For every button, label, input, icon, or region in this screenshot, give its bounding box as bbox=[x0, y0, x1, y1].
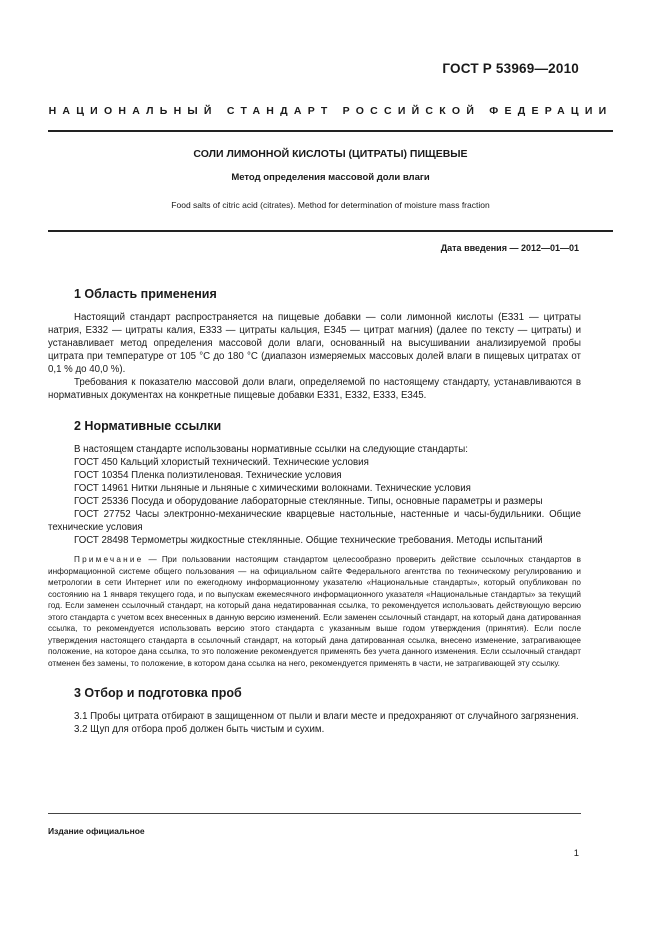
reference-item: ГОСТ 14961 Нитки льняные и льняные с химическими волокнами. Технические условия bbox=[74, 483, 471, 494]
document-title: СОЛИ ЛИМОННОЙ КИСЛОТЫ (ЦИТРАТЫ) ПИЩЕВЫЕ bbox=[193, 148, 468, 160]
reference-item: ГОСТ 25336 Посуда и оборудование лабораторные стеклянные. Типы, основные параметры и размеры bbox=[74, 496, 543, 507]
top-divider bbox=[48, 130, 613, 132]
english-title: Food salts of citric acid (citrates). Method for determination of moisture mass fraction bbox=[171, 200, 490, 210]
document-subtitle: Метод определения массовой доли влаги bbox=[231, 172, 430, 183]
section-3-heading: 3 Отбор и подготовка проб bbox=[74, 686, 242, 700]
section-2-intro: В настоящем стандарте использованы нормативные ссылки на следующие стандарты: bbox=[74, 444, 468, 455]
gost-number: ГОСТ Р 53969—2010 bbox=[442, 61, 579, 76]
reference-item: ГОСТ 28498 Термометры жидкостные стеклянные. Общие технические требования. Методы испытаний bbox=[74, 535, 543, 546]
edition-label: Издание официальное bbox=[48, 826, 145, 836]
section-1-paragraph: Требования к показателю массовой доли влаги, определяемой по настоящему стандарту, устанавливаются в нормативных документах на конкретные пищевые добавки Е331, Е332, Е333, Е345. bbox=[48, 377, 581, 401]
section-1-heading: 1 Область применения bbox=[74, 287, 217, 301]
section-2-heading: 2 Нормативные ссылки bbox=[74, 419, 222, 433]
note-text: — При пользовании настоящим стандартом целесообразно проверить действие ссылочных стандартов в информационной системе общего пользования — на официальном сайте Федерального агентства по техническому регулированию и метрологии в сети Интернет или по ежегодному информационному указателю «Национальные стандарты», который опубликован по состоянию на 1 января текущего года, и по выпускам ежемесячного информационного указателя «Национальные стандарты» за текущий год. Если заменен ссылочный стандарт, на который дана недатированная ссылка, то рекомендуется использовать действующую версию этого стандарта с учетом всех внесенных в данную версию изменений. Если заменен ссылочный стандарт, на который дана датированная ссылка, то рекомендуется использовать версию этого стандарта с указанным выше годом утверждения (принятия). Если после утверждения настоящего стандарта в ссылочный стандарт, на который дана датированная ссылка, внесено изменение, затрагивающее положение, на которое дана ссылка, то это положение рекомендуется применять без учета данного изменения. Если ссылочный стандарт отменен без замены, то положение, в котором дана ссылка на него, рекомендуется применять в части, не затрагивающей эту ссылку. bbox=[48, 555, 581, 668]
note-paragraph bbox=[48, 554, 581, 669]
note-label: Примечание bbox=[74, 555, 144, 564]
reference-item: ГОСТ 27752 Часы электронно-механические кварцевые настольные, настенные и часы-будильники. Общие технические условия bbox=[48, 509, 581, 533]
page-number: 1 bbox=[573, 848, 579, 859]
footer-divider bbox=[48, 813, 581, 814]
title-divider bbox=[48, 230, 613, 232]
section-1-paragraph: Настоящий стандарт распространяется на пищевые добавки — соли лимонной кислоты (Е331 — цитраты натрия, Е332 — цитраты калия, Е333 — цитраты кальция, Е345 — цитрат магния) (далее по тексту — цитраты) и устанавливает метод определения массовой доли влаги, основанный на высушивании анализируемой пробы цитрата при температуре от 105 °С до 180 °С (диапазон измеряемых массовых долей влаги в пищевых цитратах от 0,1 % до 40,0 %). bbox=[48, 312, 581, 375]
document-body bbox=[48, 286, 581, 736]
reference-item: ГОСТ 10354 Пленка полиэтиленовая. Технические условия bbox=[74, 470, 342, 481]
introduction-date: Дата введения — 2012—01—01 bbox=[440, 243, 579, 253]
national-standard-banner: НАЦИОНАЛЬНЫЙ СТАНДАРТ РОССИЙСКОЙ ФЕДЕРАЦИИ bbox=[48, 105, 613, 117]
section-3-paragraph: 3.1 Пробы цитрата отбирают в защищенном от пыли и влаги месте и предохраняют от случайного загрязнения. bbox=[74, 711, 579, 722]
reference-item: ГОСТ 450 Кальций хлористый технический. Технические условия bbox=[74, 457, 369, 468]
section-3-paragraph: 3.2 Щуп для отбора проб должен быть чистым и сухим. bbox=[74, 724, 325, 735]
